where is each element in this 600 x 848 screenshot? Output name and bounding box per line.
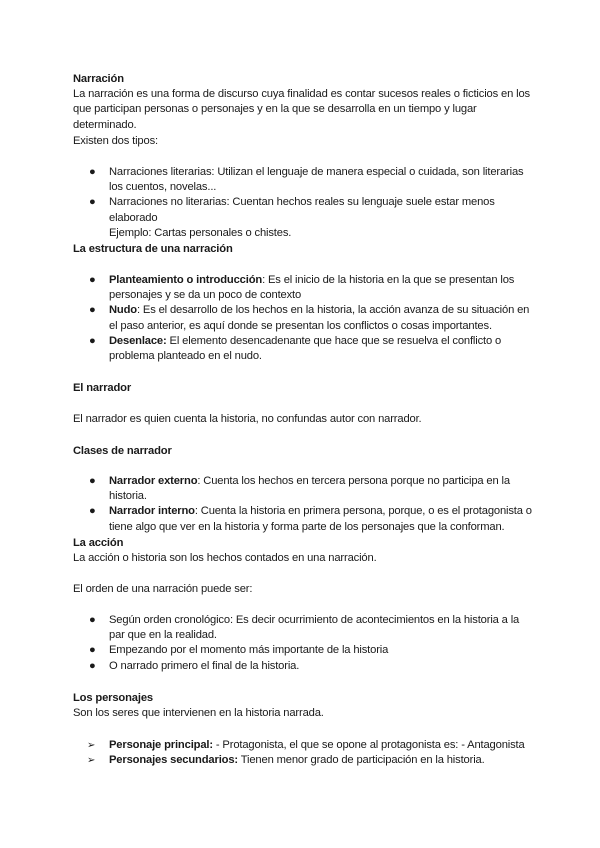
bullet-list-tipos — [73, 165, 533, 241]
list-item — [73, 643, 533, 658]
list-item-text: O narrado primero el final de la historia. — [109, 659, 300, 672]
paragraph: El narrador es quien cuenta la historia, no confundas autor con narrador. — [73, 413, 422, 425]
list-item-text: Según orden cronológico: Es decir ocurrimiento de acontecimientos en la historia a la par que en la realidad. — [109, 614, 520, 642]
paragraph: Son los seres que intervienen en la historia narrada. — [73, 707, 324, 720]
bullet-icon: ● — [89, 334, 96, 347]
section-heading: El narrador — [73, 382, 132, 394]
bullet-icon: ● — [89, 304, 96, 317]
list-item-term: Personajes secundarios: — [109, 754, 238, 767]
bullet-list-estructura — [73, 273, 533, 364]
bullet-list-clases — [73, 474, 533, 535]
list-item — [73, 504, 533, 534]
list-item-text: Tienen menor grado de participación en la historia. — [238, 754, 485, 767]
section-heading: La estructura de una narración — [73, 243, 233, 255]
list-item-text: : Cuenta la historia en primera persona, porque, o es el protagonista o tiene algo que ver en la historia y forma parte de los personajes que la conforman. — [109, 505, 532, 533]
list-item — [73, 659, 533, 674]
section-narrador — [73, 381, 533, 396]
bullet-icon: ● — [89, 659, 96, 672]
list-item-text: : Cuenta los hechos en tercera persona porque no participa en la historia. — [109, 475, 510, 503]
section-estructura — [73, 242, 533, 257]
list-item-term: Desenlace: — [109, 334, 167, 347]
list-item — [73, 334, 533, 364]
list-item-text: Empezando por el momento más importante de la historia — [109, 644, 389, 657]
bullet-icon: ● — [89, 196, 96, 209]
paragraph: El orden de una narración puede ser: — [73, 583, 253, 595]
list-item-text: Narraciones literarias: Utilizan el lenguaje de manera especial o cuidada, son literarias los cuentos, novelas... — [109, 166, 524, 194]
list-item-text-example: Ejemplo: Cartas personales o chistes. — [109, 226, 292, 239]
arrow-list-personajes — [73, 738, 533, 768]
list-item — [73, 738, 533, 753]
section-clases — [73, 444, 533, 459]
bullet-icon: ● — [89, 644, 96, 657]
bullet-icon: ● — [89, 274, 96, 286]
paragraph: Existen dos tipos: — [73, 135, 158, 147]
list-item-text: : Es el inicio de la historia en la que se presentan los personajes y se da un poco de contexto — [109, 274, 515, 302]
bullet-icon: ● — [89, 505, 96, 518]
list-item — [73, 474, 533, 504]
list-item-text: : Es el desarrollo de los hechos en la historia, la acción avanza de su situación en el paso anterior, es aquí donde se presentan los conflictos o cosas importantes. — [109, 304, 530, 332]
paragraph-block — [73, 412, 533, 427]
paragraph-block — [73, 582, 533, 597]
section-personajes — [73, 691, 533, 721]
list-item-term: Narrador externo — [109, 475, 198, 487]
list-item-term: Narrador interno — [109, 505, 195, 518]
list-item-term: Planteamiento o introducción — [109, 274, 263, 286]
bullet-icon: ● — [89, 166, 96, 178]
list-item-text: El elemento desencadenante que hace que se resuelva el conflicto o problema planteado en el nudo. — [109, 334, 502, 363]
section-accion — [73, 536, 533, 566]
bullet-icon: ● — [89, 614, 96, 626]
list-item-term: Nudo — [109, 304, 137, 317]
section-heading: Los personajes — [73, 692, 153, 704]
list-item-text: Narraciones no literarias: Cuentan hechos reales su lenguaje suele estar menos elaborado — [109, 196, 495, 224]
list-item-text: - Protagonista, el que se opone al protagonista es: - Antagonista — [212, 739, 525, 751]
list-item — [73, 195, 533, 241]
paragraph: La acción o historia son los hechos contados en una narración. — [73, 552, 377, 565]
section-narracion — [73, 72, 533, 133]
list-item — [73, 613, 533, 643]
list-item — [73, 753, 533, 768]
arrow-bullet-icon: ➢ — [87, 740, 96, 751]
list-item — [73, 165, 533, 195]
arrow-bullet-icon: ➢ — [87, 755, 96, 767]
bullet-icon: ● — [89, 475, 96, 487]
section-heading: Clases de narrador — [73, 445, 172, 457]
list-item — [73, 273, 533, 303]
paragraph: La narración es una forma de discurso cuya finalidad es contar sucesos reales o ficticios en los que participan personas o personajes y en la que se desarrolla en un tiempo y lugar determinado. — [73, 88, 530, 131]
list-item-term: Personaje principal: — [109, 739, 213, 751]
bullet-list-orden — [73, 613, 533, 674]
list-item — [73, 303, 533, 333]
section-tipos — [73, 134, 533, 149]
section-heading: La acción — [73, 537, 124, 549]
section-heading: Narración — [73, 73, 124, 85]
